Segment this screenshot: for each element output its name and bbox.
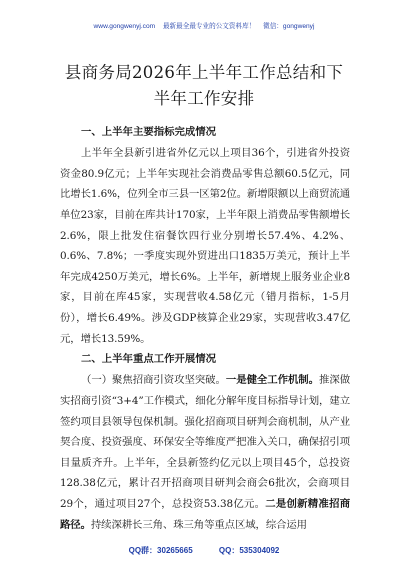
section-paragraph-1: 上半年全县新引进省外亿元以上项目36个，引进省外投资资金80.9亿元；上半年实现社会消费品零售总额60.5亿元，同比增长1.6%，位列全市三县一区第2位。新增限额以上商贸流通单位23家，目前在库共计170家，上半年限上消费品零售额增长2.6%，限上批发住宿餐饮四行业分别增长57.4%、4.2%、0.6%、7.8%；一季度实现外贸进出口1835万美元，预计上半年完成4250万美元，增长6%。上半年，新增规上服务业企业8家，目前在库45家，实现营收4.58亿元（错月指标，1-5月份），增长6.49%。涉及GDP核算企业29家，实现营收3.47亿元，增长13.59%。: [60, 147, 350, 345]
bold-point-2: 二是创新精准招商路径。: [60, 497, 350, 531]
point-text-2: 持续深耕长三角、珠三角等重点区域，综合运用: [90, 518, 307, 531]
header-slogan: 最新最全最专业的公文资料库！: [162, 23, 256, 30]
footer-qq-group: QQ群：30265665: [128, 546, 193, 555]
subsection-lead: （一）聚焦招商引资攻坚突破。: [81, 374, 226, 387]
page-footer: [0, 545, 408, 556]
section-heading-2: 二、上半年重点工作开展情况: [81, 353, 217, 366]
header-wechat: 微信：gongwenyj: [263, 23, 315, 30]
section-heading-1: 一、上半年主要指标完成情况: [81, 126, 217, 138]
page-header: [0, 20, 408, 30]
document-title: 县商务局2026年上半年工作总结和下半年工作安排: [64, 63, 344, 108]
point-text-1: 推深做实招商引资“3+4”工作模式，细化分解年度目标指导计划，建立签约项目县领导包保机制。强化招商项目研判会商机制，从产业契合度、投资强度、环保安全等维度严把准入关口，确保招引项目量质齐升。上半年，全县新签约亿元以上项目45个，总投资128.38亿元，累计召开招商项目研判会商会6批次，会商项目29个，通过项目27个，总投资53.38亿元。: [60, 374, 351, 510]
footer-qq: QQ：535304092: [218, 546, 280, 555]
header-site-link[interactable]: www.gongwenyj.com: [93, 23, 156, 30]
bold-point-1: 一是健全工作机制。: [225, 374, 320, 387]
section-paragraph-2: [60, 370, 350, 535]
document-body: [60, 122, 350, 535]
